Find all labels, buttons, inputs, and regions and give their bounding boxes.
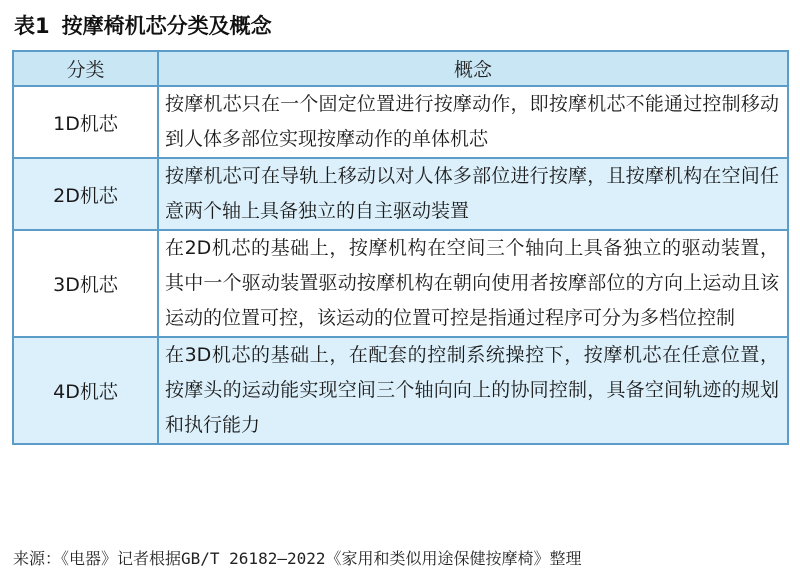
table-row <box>13 158 788 230</box>
row-category: 3D机芯 <box>13 230 158 337</box>
classification-table <box>12 50 789 445</box>
table-header-row <box>13 51 788 86</box>
table-number: 表1 <box>14 14 50 38</box>
table-row <box>13 230 788 337</box>
row-concept: 在3D机芯的基础上，在配套的控制系统操控下，按摩机芯在任意位置，按摩头的运动能实现空间三个轴向向上的协同控制，具备空间轨迹的规划和执行能力 <box>158 337 788 444</box>
row-concept: 在2D机芯的基础上，按摩机构在空间三个轴向上具备独立的驱动装置，其中一个驱动装置驱动按摩机构在朝向使用者按摩部位的方向上运动且该运动的位置可控，该运动的位置可控是指通过程序可分为多档位控制 <box>158 230 788 337</box>
row-category: 4D机芯 <box>13 337 158 444</box>
table-row <box>13 337 788 444</box>
table-title: 按摩椅机芯分类及概念 <box>61 14 272 38</box>
header-concept: 概念 <box>158 51 788 86</box>
row-concept: 按摩机芯只在一个固定位置进行按摩动作，即按摩机芯不能通过控制移动到人体多部位实现按摩动作的单体机芯 <box>158 86 788 158</box>
table-row <box>13 86 788 158</box>
row-concept: 按摩机芯可在导轨上移动以对人体多部位进行按摩，且按摩机构在空间任意两个轴上具备独立的自主驱动装置 <box>158 158 788 230</box>
source-note: 来源：《电器》记者根据GB/T 26182—2022《家用和类似用途保健按摩椅》整理 <box>13 549 582 568</box>
table-caption <box>12 10 272 40</box>
header-category: 分类 <box>13 51 158 86</box>
row-category: 2D机芯 <box>13 158 158 230</box>
row-category: 1D机芯 <box>13 86 158 158</box>
